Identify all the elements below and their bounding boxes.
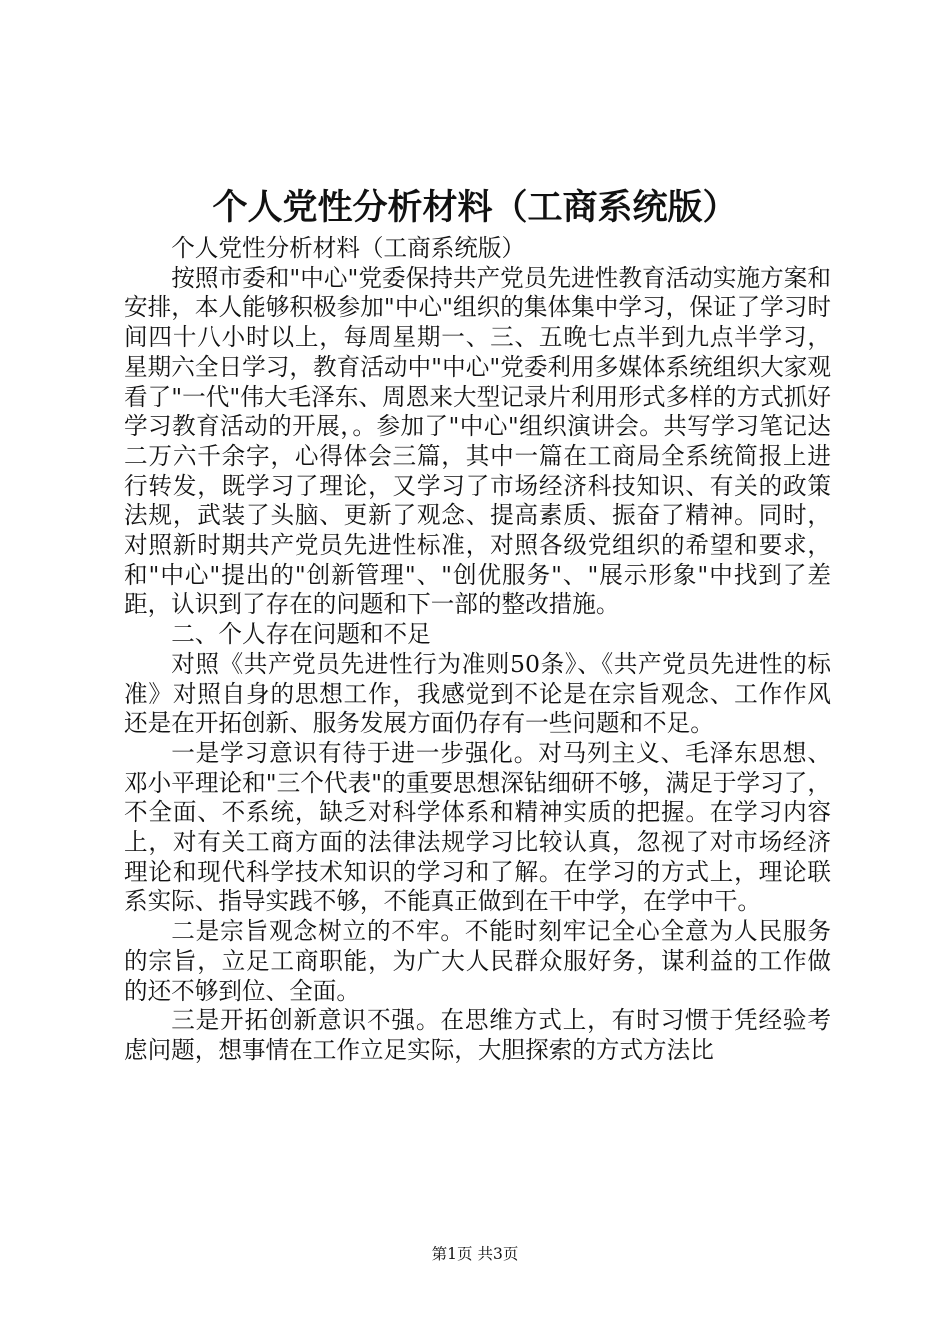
paragraph-problems-intro: 对照《共产党员先进性行为准则50条》、《共产党员先进性的标准》对照自身的思想工作，我感觉到不论是在宗旨观念、工作作风还是在开拓创新、服务发展方面仍存有一些问题和不足。 — [124, 649, 831, 738]
document-title: 个人党性分析材料（工商系统版） — [212, 187, 738, 228]
paragraph-study-summary: 按照市委和"中心"党委保持共产党员先进性教育活动实施方案和安排，本人能够积极参加"中心"组织的集体集中学习，保证了学习时间四十八小时以上，每周星期一、三、五晚七点半到九点半学习，星期六全日学习，教育活动中"中心"党委利用多媒体系统组织大家观看了"一代"伟大毛泽东、周恩来大型记录片利用形式多样的方式抓好学习教育活动的开展，。参加了"中心"组织演讲会。共写学习笔记达二万六千余字，心得体会三篇，其中一篇在工商局全系统简报上进行转发，既学习了理论，又学习了市场经济科技知识、有关的政策法规，武装了头脑、更新了观念、提高素质、振奋了精神。同时，对照新时期共产党员先进性标准，对照各级党组织的希望和要求，和"中心"提出的"创新管理"、"创优服务"、"展示形象"中找到了差距，认识到了存在的问题和下一部的整改措施。 — [124, 263, 831, 619]
paragraph-problem-one: 一是学习意识有待于进一步强化。对马列主义、毛泽东思想、邓小平理论和"三个代表"的重要思想深钻细研不够，满足于学习了，不全面、不系统，缺乏对科学体系和精神实质的把握。在学习内容上，对有关工商方面的法律法规学习比较认真，忽视了对市场经济理论和现代科学技术知识的学习和了解。在学习的方式上，理论联系实际、指导实践不够，不能真正做到在干中学，在学中干。 — [124, 738, 831, 916]
section-heading-problems: 二、个人存在问题和不足 — [171, 620, 431, 649]
paragraph-problem-three: 三是开拓创新意识不强。在思维方式上，有时习惯于凭经验考虑问题，想事情在工作立足实际，大胆探索的方式方法比 — [124, 1006, 831, 1064]
paragraph-subtitle: 个人党性分析材料（工商系统版） — [171, 234, 526, 262]
paragraph-problem-two: 二是宗旨观念树立的不牢。不能时刻牢记全心全意为人民服务的宗旨，立足工商职能，为广大人民群众服好务，谋利益的工作做的还不够到位、全面。 — [124, 917, 831, 1005]
document-body — [124, 234, 831, 1066]
page-number-footer: 第1页 共3页 — [431, 1245, 519, 1263]
